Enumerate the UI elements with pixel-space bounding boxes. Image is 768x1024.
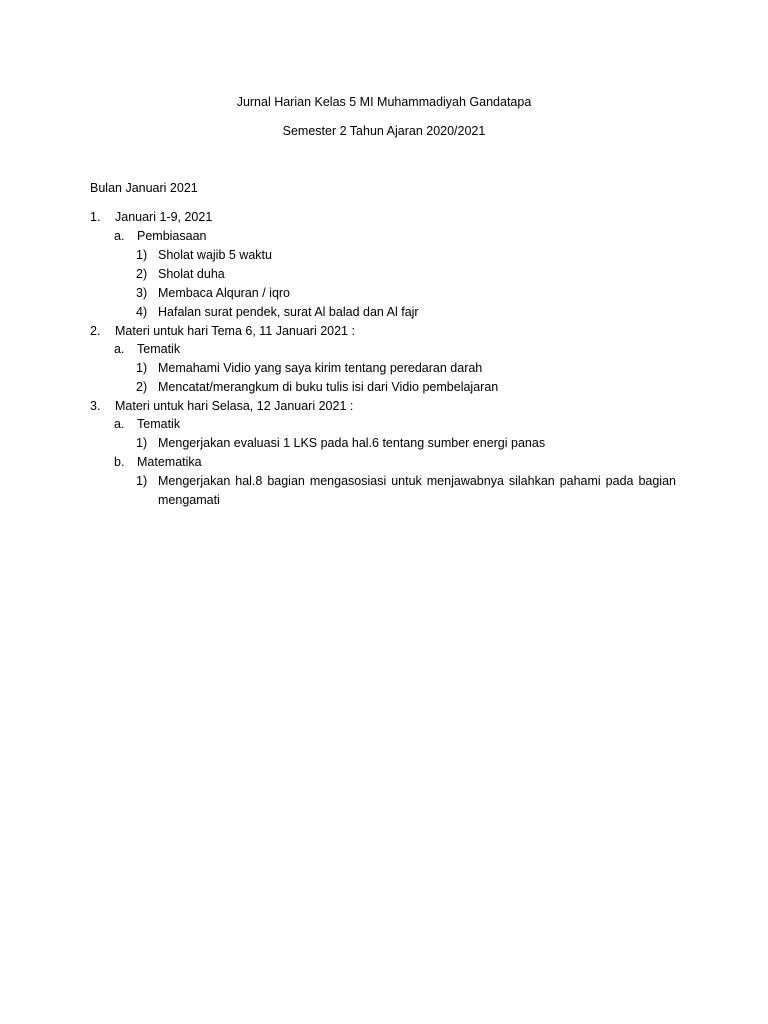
point-text: Memahami Vidio yang saya kirim tentang peredaran darah: [158, 361, 483, 375]
point-number: 1): [136, 436, 148, 450]
point-text: Hafalan surat pendek, surat Al balad dan Al fajr: [158, 305, 419, 319]
sub-item-text: Pembiasaan: [137, 229, 207, 243]
item-text: Materi untuk hari Tema 6, 11 Januari 2021 :: [115, 324, 355, 338]
sub-item-letter: a.: [114, 342, 125, 356]
document-subtitle: Semester 2 Tahun Ajaran 2020/2021: [282, 124, 486, 138]
item-text: Materi untuk hari Selasa, 12 Januari 2021 :: [115, 399, 354, 413]
sub-item-text: Tematik: [137, 342, 181, 356]
point-text: Mengerjakan hal.8 bagian mengasosiasi untuk menjawabnya silahkan pahami pada bagian mengamati: [158, 474, 676, 507]
point-number: 1): [136, 474, 148, 488]
point-number: 2): [136, 267, 148, 281]
point-number: 3): [136, 286, 148, 300]
sub-item-text: Tematik: [137, 417, 181, 431]
point-number: 2): [136, 380, 148, 394]
point-text: Mencatat/merangkum di buku tulis isi dari Vidio pembelajaran: [158, 380, 499, 394]
point-text: Sholat duha: [158, 267, 225, 281]
point-text: Membaca Alquran / iqro: [158, 286, 291, 300]
point-number: 1): [136, 361, 148, 375]
sub-item-letter: b.: [114, 455, 125, 469]
sub-item-text: Matematika: [137, 455, 202, 469]
item-number: 2.: [90, 324, 101, 338]
document-title: Jurnal Harian Kelas 5 MI Muhammadiyah Gandatapa: [236, 95, 532, 109]
item-number: 1.: [90, 210, 101, 224]
item-text: Januari 1-9, 2021: [115, 210, 213, 224]
sub-item-letter: a.: [114, 229, 125, 243]
item-number: 3.: [90, 399, 101, 413]
point-text: Sholat wajib 5 waktu: [158, 248, 272, 262]
point-text: Mengerjakan evaluasi 1 LKS pada hal.6 tentang sumber energi panas: [158, 436, 546, 450]
sub-item-letter: a.: [114, 417, 125, 431]
point-number: 1): [136, 248, 148, 262]
point-number: 4): [136, 305, 148, 319]
month-heading: Bulan Januari 2021: [90, 181, 198, 195]
